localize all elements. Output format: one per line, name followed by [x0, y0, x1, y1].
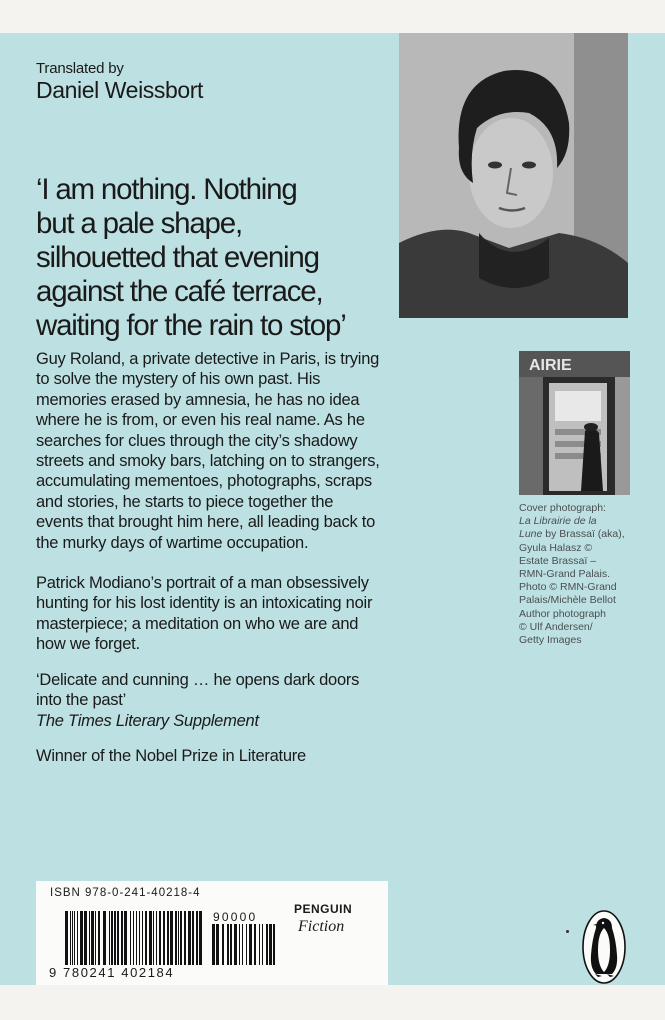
barcode-bar — [212, 924, 215, 965]
barcode-bar — [192, 911, 194, 965]
author-portrait-image — [399, 33, 628, 318]
barcode-bar — [184, 911, 186, 965]
barcode-bar — [111, 911, 113, 965]
translator-name: Daniel Weissbort — [36, 77, 204, 103]
barcode-bar — [70, 911, 71, 965]
barcode-bar — [196, 911, 198, 965]
photo-credits — [519, 502, 639, 647]
ean-barcode — [65, 911, 205, 965]
review-source: The Times Literary Supplement — [36, 711, 259, 730]
synopsis-paragraph-2: Patrick Modiano’s portrait of a man obsessively hunting for his lost identity is an intoxicating noir masterpiece; a meditation on who we are and how we forget. — [36, 574, 373, 654]
credit-line: Photo © RMN-Grand — [519, 581, 617, 594]
credit-line: Palais/Michèle Bellot — [519, 594, 616, 607]
author-photograph — [399, 33, 628, 318]
credit-line: Cover photograph: — [519, 502, 606, 514]
back-cover — [0, 33, 665, 985]
barcode-bar — [117, 911, 119, 965]
barcode-bar — [163, 911, 165, 965]
ean-digits: 9 780241 402184 — [49, 965, 175, 980]
barcode-bar — [259, 924, 260, 965]
barcode-bar — [188, 911, 191, 965]
barcode-bar — [175, 911, 177, 965]
credit-title-part: Lune — [519, 528, 543, 541]
credit-line — [519, 528, 639, 541]
credit-line: Gyula Halasz © — [519, 541, 593, 554]
decorative-dot — [566, 930, 569, 933]
credit-line: La Librairie de la — [519, 515, 597, 528]
pull-quote-line: waiting for the rain to stop’ — [36, 309, 346, 342]
barcode-bar — [180, 911, 182, 965]
barcode-bar — [77, 911, 78, 965]
barcode-bar — [65, 911, 68, 965]
synopsis — [36, 349, 381, 675]
barcode-bar — [167, 911, 169, 965]
credit-line: Getty Images — [519, 634, 582, 647]
cover-photograph-thumbnail — [519, 351, 630, 495]
barcode-bar — [199, 911, 202, 965]
barcode-bar — [142, 911, 143, 965]
translated-by-label: Translated by — [36, 60, 124, 77]
credit-text-part: by Brassaï (aka), — [542, 528, 625, 541]
barcode-bar — [145, 911, 147, 965]
barcode-bar — [91, 911, 94, 965]
barcode-bar — [230, 924, 232, 965]
credit-line: © Ulf Andersen/ — [519, 620, 593, 633]
award-line: Winner of the Nobel Prize in Literature — [36, 747, 306, 765]
penguin-logo-icon — [582, 910, 626, 984]
pull-quote-line: but a pale shape, — [36, 207, 242, 240]
category-label: Fiction — [298, 918, 345, 935]
barcode-bar — [216, 924, 219, 965]
review-quote: ‘Delicate and cunning … he opens dark doors into the past’ — [36, 671, 360, 710]
barcode-bar — [239, 924, 240, 965]
barcode-bar — [89, 911, 90, 965]
barcode-bar — [242, 924, 243, 965]
barcode-bar — [254, 924, 256, 965]
isbn-text: ISBN 978-0-241-40218-4 — [50, 887, 201, 899]
pull-quote — [36, 173, 396, 343]
barcode-bar — [156, 911, 157, 965]
credit-line: Estate Brassaï – — [519, 554, 597, 567]
barcode-bar — [159, 911, 161, 965]
barcode-bar — [74, 911, 75, 965]
barcode-panel — [36, 881, 388, 985]
barcode-bar — [98, 911, 100, 965]
barcode-bar — [170, 911, 173, 965]
addon-barcode — [212, 924, 278, 965]
barcode-bar — [246, 924, 247, 965]
bookshop-window-image — [519, 351, 630, 495]
barcode-bar — [136, 911, 137, 965]
credit-line: Author photograph — [519, 607, 606, 620]
barcode-bar — [273, 924, 275, 965]
pull-quote-line: silhouetted that evening — [36, 241, 319, 274]
barcode-bar — [249, 924, 252, 965]
barcode-bar — [114, 911, 116, 965]
barcode-bar — [234, 924, 237, 965]
pull-quote-line: ‘I am nothing. Nothing — [36, 173, 297, 206]
barcode-bar — [121, 911, 123, 965]
price-code-digits: 90000 — [213, 910, 258, 924]
barcode-bar — [139, 911, 140, 965]
barcode-bar — [269, 924, 272, 965]
barcode-bar — [266, 924, 268, 965]
barcode-bar — [222, 924, 224, 965]
barcode-bar — [153, 911, 154, 965]
barcode-bar — [124, 911, 127, 965]
barcode-bar — [80, 911, 83, 965]
barcode-bar — [133, 911, 134, 965]
barcode-bar — [103, 911, 106, 965]
imprint-name: PENGUIN — [294, 902, 353, 916]
barcode-bar — [109, 911, 110, 965]
barcode-bar — [84, 911, 87, 965]
synopsis-paragraph-1: Guy Roland, a private detective in Paris, is trying to solve the mystery of his own past. His memories erased by amnesia, he has no idea where he is from, or even his real name. As he searches for clues through the city’s shadowy streets and smoky bars, latching on to strangers, accumulating mementoes, photographs, scraps and stories, he starts to piece together the events that brought him here, all leading back to the murky days of wartime occupation. — [36, 350, 380, 552]
review-block — [36, 670, 376, 731]
pull-quote-line: against the café terrace, — [36, 275, 323, 308]
barcode-bar — [178, 911, 179, 965]
barcode-bar — [72, 911, 73, 965]
barcode-bar — [262, 924, 263, 965]
barcode-bar — [95, 911, 96, 965]
shop-sign-text: AIRIE — [529, 357, 572, 374]
barcode-bar — [130, 911, 131, 965]
barcode-bar — [227, 924, 229, 965]
barcode-bar — [149, 911, 152, 965]
credit-line: RMN-Grand Palais. — [519, 568, 611, 581]
